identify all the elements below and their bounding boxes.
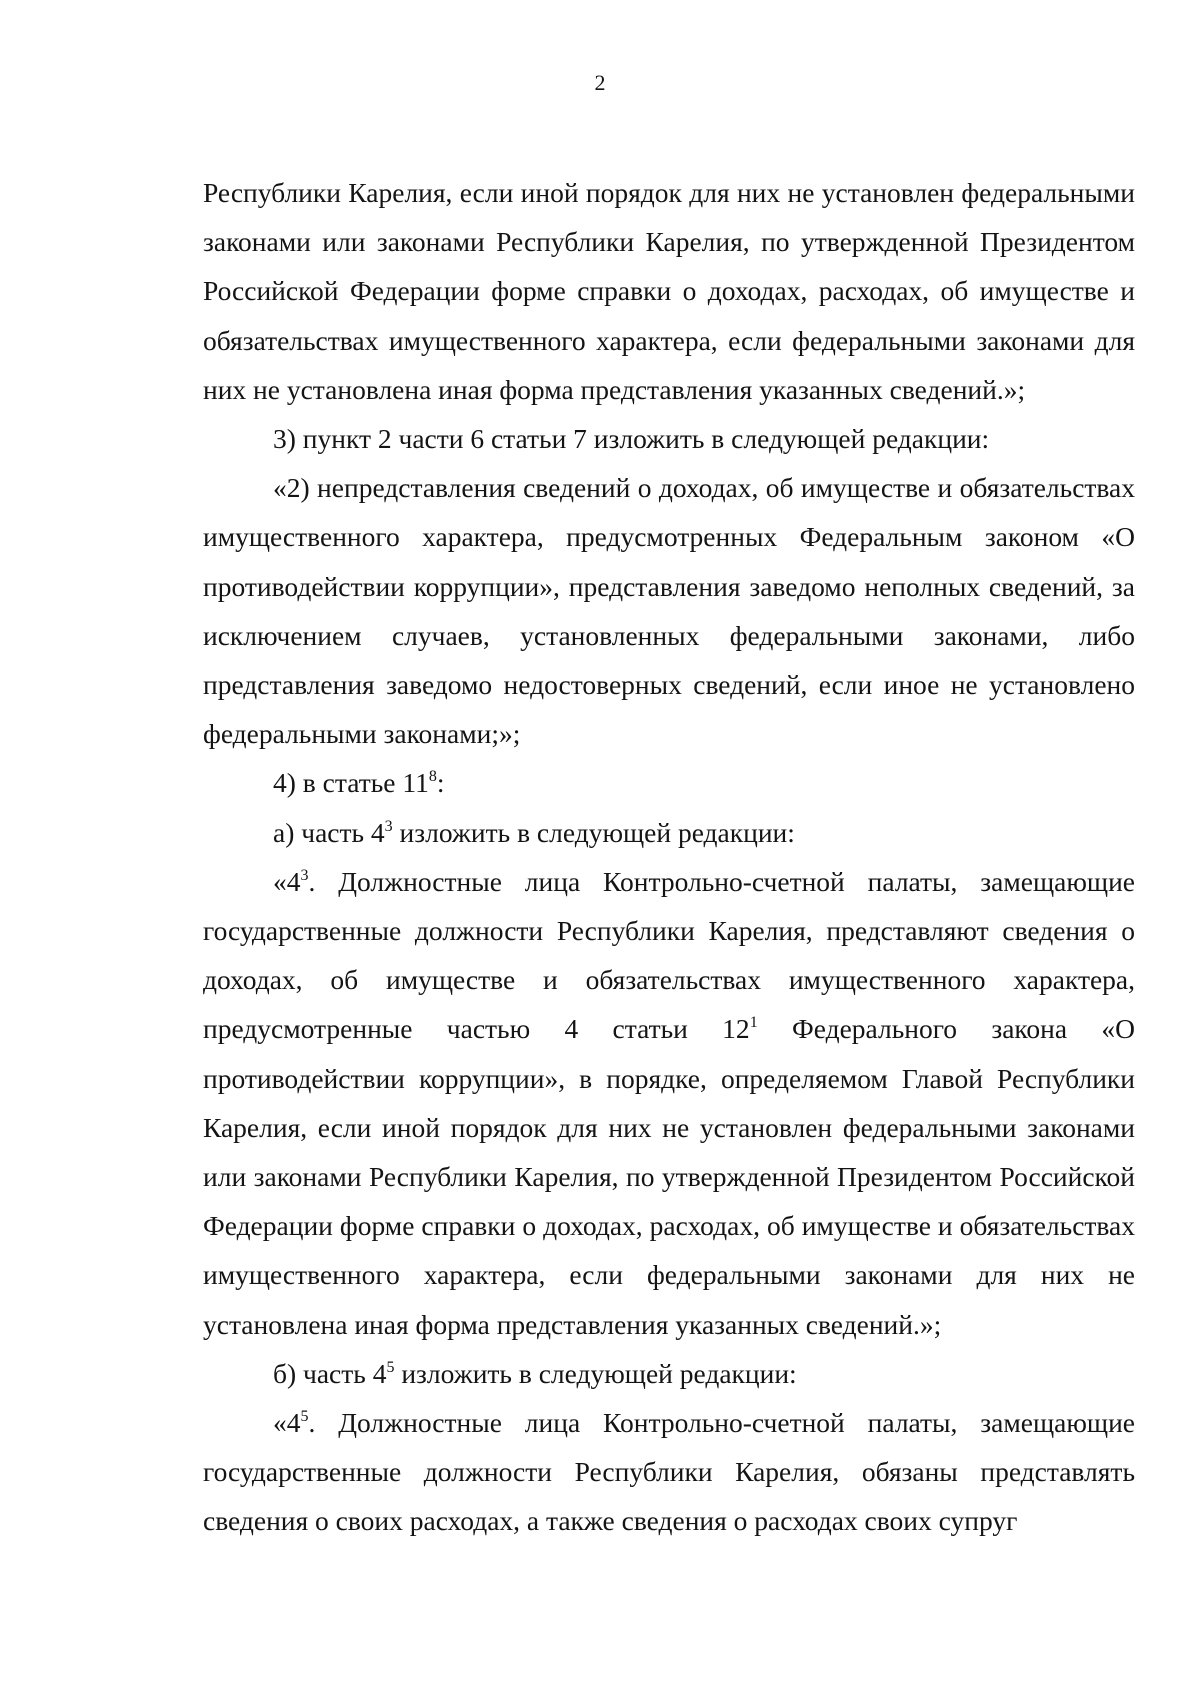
superscript-number: 5 bbox=[386, 1358, 395, 1376]
paragraph-text: изложить в следующей редакции: bbox=[394, 1357, 797, 1389]
paragraph-text: Федерального закона «О противодействии коррупции», в порядке, определяемом Главой Республики Карелия, если иной порядок для них не установлен федеральными законами или законами Республики Карелия, по утвержденной Президентом Российской Федерации форме справки о доходах, расходах, об имуществе и обязательствах имущественного характера, если федеральными законами для них не установлена иная форма представления указанных сведений.»; bbox=[203, 1013, 1136, 1340]
paragraph-quoted-part-4-5 bbox=[203, 1398, 1135, 1546]
paragraph-item-3: 3) пункт 2 части 6 статьи 7 изложить в следующей редакции: bbox=[273, 423, 990, 455]
paragraph-quoted-clause-2: «2) непредставления сведений о доходах, об имуществе и обязательствах имущественного характера, предусмотренных Федеральным законом «О противодействии коррупции», представления заведомо неполных сведений, за исключением случаев, установленных федеральными законами, либо представления заведомо недостоверных сведений, если иное не установлено федеральными законами;»; bbox=[203, 472, 1135, 750]
superscript-number: 8 bbox=[428, 768, 437, 786]
paragraph-item-4 bbox=[203, 758, 1135, 807]
paragraph-continuation: Республики Карелия, если иной порядок для них не установлен федеральными законами или законами Республики Карелия, по утвержденной Президентом Российской Федерации форме справки о доходах, расходах, об имуществе и обязательствах имущественного характера, если федеральными законами для них не установлена иная форма представления указанных сведений.»; bbox=[203, 177, 1135, 405]
paragraph-quoted-part-4-3 bbox=[203, 857, 1135, 1349]
paragraph-text: «4 bbox=[273, 865, 301, 897]
paragraph-text: . Должностные лица Контрольно-счетной палаты, замещающие государственные должности Республики Карелия, обязаны представлять сведения о своих расходах, а также сведения о расходах своих супруг bbox=[203, 1407, 1135, 1537]
paragraph-text: 4) в статье 11 bbox=[273, 767, 429, 799]
paragraph-text: : bbox=[436, 767, 445, 799]
paragraph-text: изложить в следующей редакции: bbox=[392, 816, 795, 848]
superscript-number: 3 bbox=[384, 817, 393, 835]
document-body bbox=[203, 168, 1135, 1546]
paragraph-subitem-b bbox=[203, 1349, 1135, 1398]
paragraph-text: а) часть 4 bbox=[273, 816, 385, 848]
page-number: 2 bbox=[594, 70, 606, 95]
superscript-number: 3 bbox=[300, 866, 309, 884]
paragraph-text: «4 bbox=[273, 1407, 301, 1439]
paragraph-subitem-a bbox=[203, 808, 1135, 857]
paragraph-text: . Должностные лица Контрольно-счетной палаты, замещающие государственные должности Республики Карелия, представляют сведения о доходах, об имуществе и обязательствах имущественного характера, предусмотренные частью 4 статьи 12 bbox=[203, 865, 1135, 1045]
superscript-number: 1 bbox=[749, 1014, 758, 1032]
superscript-number: 5 bbox=[300, 1408, 309, 1426]
paragraph-text: б) часть 4 bbox=[273, 1357, 387, 1389]
